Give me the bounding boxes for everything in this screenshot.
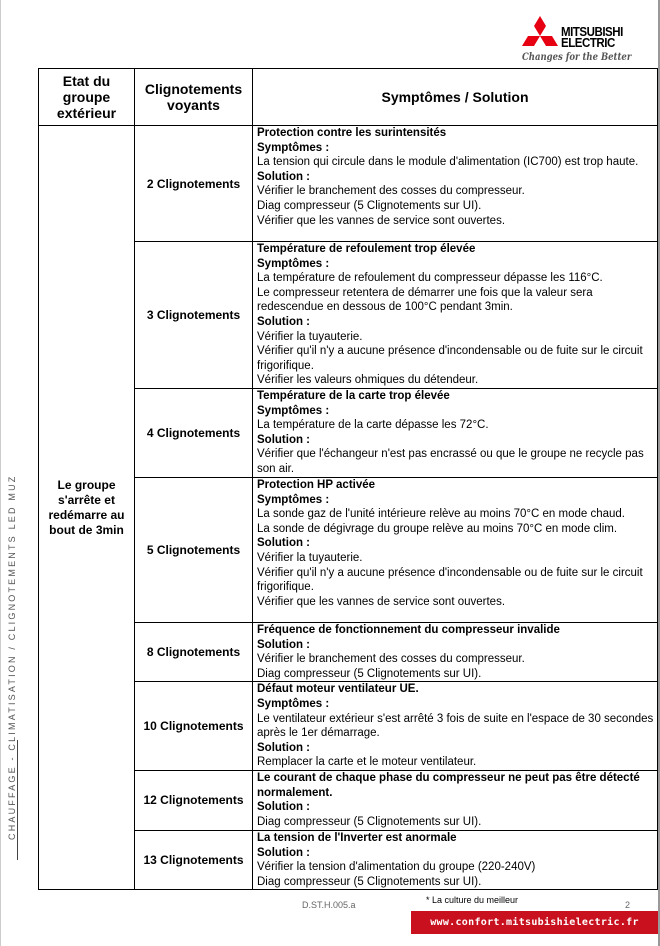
section-heading: Symptômes : xyxy=(257,404,330,417)
website-link[interactable]: www.confort.mitsubishielectric.fr xyxy=(411,911,658,934)
section-heading: Protection contre les surintensités xyxy=(257,127,447,139)
description-line: Vérifier le branchement des cosses du compresseur. xyxy=(257,185,525,198)
section-heading: Protection HP activée xyxy=(257,479,376,491)
mitsubishi-logo xyxy=(518,14,638,66)
blink-count: 2 Clignotements xyxy=(135,126,253,242)
description-line: La température de la carte dépasse les 72°C. xyxy=(257,419,489,432)
section-heading: Température de la carte trop élevée xyxy=(257,390,450,402)
blink-count: 12 Clignotements xyxy=(135,770,253,830)
section-heading: Défaut moteur ventilateur UE. xyxy=(257,683,419,696)
description-line: Le ventilateur extérieur s'est arrêté 3 fois de suite en l'espace de 30 secondes après le 1er démarrage. xyxy=(257,712,654,740)
doc-code: D.ST.H.005.a xyxy=(302,900,356,910)
description-line: Remplacer la carte et le moteur ventilateur. xyxy=(257,756,477,769)
led-codes-table xyxy=(38,68,658,890)
description-line: Vérifier qu'il n'y a aucune présence d'incondensable ou de fuite sur le circuit frigorifique. xyxy=(257,566,643,594)
section-heading: Solution : xyxy=(257,741,311,754)
blink-count: 13 Clignotements xyxy=(135,830,253,889)
symptom-solution xyxy=(253,478,658,623)
symptom-solution xyxy=(253,623,658,682)
blink-count: 8 Clignotements xyxy=(135,623,253,682)
description-line: Vérifier les valeurs ohmiques du détendeur. xyxy=(257,374,479,387)
description-line: Vérifier que les vannes de service sont ouvertes. xyxy=(257,214,506,227)
section-heading: Solution : xyxy=(257,170,311,183)
section-heading: Température de refoulement trop élevée xyxy=(257,243,476,255)
section-heading: Solution : xyxy=(257,801,311,814)
description-line: La tension qui circule dans le module d'alimentation (IC700) est trop haute. xyxy=(257,156,639,169)
description-line: La sonde gaz de l'unité intérieure relève au moins 70°C en mode chaud. xyxy=(257,508,625,521)
symptom-solution xyxy=(253,770,658,830)
section-heading: Fréquence de fonctionnement du compresseur invalide xyxy=(257,624,560,636)
blink-count: 5 Clignotements xyxy=(135,478,253,623)
description-line: La sonde de dégivrage du groupe relève au moins 70°C en mode clim. xyxy=(257,522,618,535)
section-heading: Symptômes : xyxy=(257,697,330,710)
symptom-solution xyxy=(253,126,658,242)
description-line: Vérifier que l'échangeur n'est pas encrassé ou que le groupe ne recycle pas son air. xyxy=(257,448,644,475)
blink-count: 10 Clignotements xyxy=(135,682,253,771)
section-heading: La tension de l'Inverter est anormale xyxy=(257,831,457,844)
section-heading: Symptômes : xyxy=(257,141,330,154)
header-blinks: Clignotements voyants xyxy=(135,69,253,126)
header-symptoms: Symptômes / Solution xyxy=(253,69,658,126)
description-line: Vérifier la tuyauterie. xyxy=(257,551,363,564)
description-line: Vérifier que les vannes de service sont ouvertes. xyxy=(257,595,506,608)
symptom-solution xyxy=(253,830,658,889)
description-line: Vérifier qu'il n'y a aucune présence d'incondensable ou de fuite sur le circuit frigorifique. xyxy=(257,345,643,372)
section-heading: Solution : xyxy=(257,433,311,446)
three-diamonds-icon xyxy=(520,16,560,54)
section-heading: Solution : xyxy=(257,638,311,651)
symptom-solution xyxy=(253,389,658,478)
description-line: Diag compresseur (5 Clignotements sur UI). xyxy=(257,815,482,828)
description-line: Diag compresseur (5 Clignotements sur UI). xyxy=(257,875,482,888)
footnote: * La culture du meilleur xyxy=(426,895,519,905)
symptom-solution xyxy=(253,242,658,389)
unit-state: Le groupe s'arrête et redémarre au bout de 3min xyxy=(39,126,135,890)
page-number: 2 xyxy=(625,900,631,910)
section-heading: Symptômes : xyxy=(257,257,330,270)
section-heading: Le courant de chaque phase du compresseur ne peut pas être détecté normalement. xyxy=(257,771,640,799)
description-line: Diag compresseur (5 Clignotements sur UI). xyxy=(257,667,482,680)
section-heading: Solution : xyxy=(257,537,311,550)
tagline: Changes for the Better xyxy=(522,52,632,63)
symptom-solution xyxy=(253,682,658,771)
description-line: Le compresseur retentera de démarrer une fois que la valeur sera redescendue en dessous de 100°C pendant 3min. xyxy=(257,286,593,314)
section-heading: Solution : xyxy=(257,846,311,859)
blink-count: 3 Clignotements xyxy=(135,242,253,389)
header-state: Etat du groupe extérieur xyxy=(39,69,135,126)
section-heading: Solution : xyxy=(257,315,311,328)
table-row xyxy=(39,126,658,242)
side-title: CHAUFFAGE - CLIMATISATION / CLIGNOTEMENTS LED MUZ xyxy=(7,474,17,840)
brand-name: MITSUBISHI ELECTRIC xyxy=(561,25,623,50)
description-line: La température de refoulement du compresseur dépasse les 116°C. xyxy=(257,272,603,285)
description-line: Diag compresseur (5 Clignotements sur UI). xyxy=(257,199,482,212)
blink-count: 4 Clignotements xyxy=(135,389,253,478)
side-divider xyxy=(17,740,18,860)
section-heading: Symptômes : xyxy=(257,493,330,506)
description-line: Vérifier le branchement des cosses du compresseur. xyxy=(257,653,525,666)
description-line: Vérifier la tuyauterie. xyxy=(257,330,363,343)
description-line: Vérifier la tension d'alimentation du groupe (220-240V) xyxy=(257,861,536,874)
